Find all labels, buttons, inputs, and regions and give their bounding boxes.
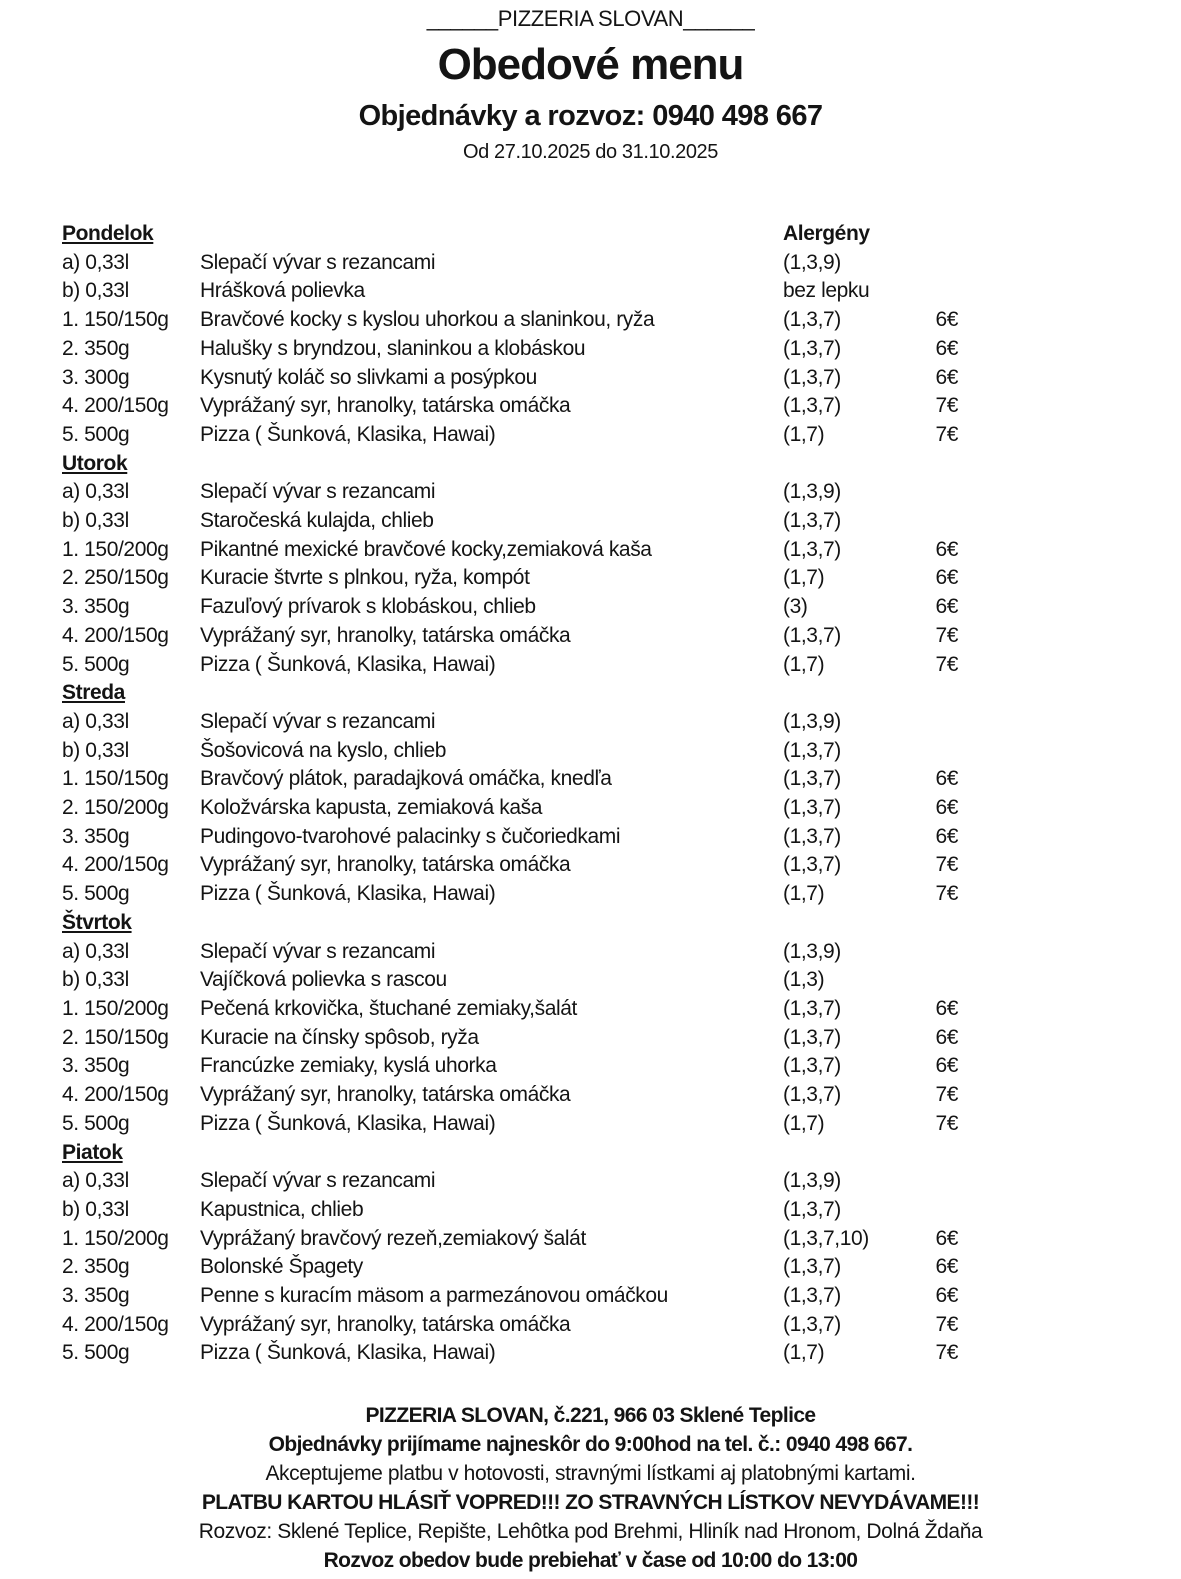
menu-item-row	[62, 1225, 1181, 1254]
menu-item-row	[62, 277, 1181, 306]
item-quantity: 4. 200/150g	[62, 623, 169, 647]
item-dish: Vyprážaný syr, hranolky, tatárska omáčka	[200, 1083, 571, 1107]
item-allergens: (1,3,7)	[783, 1197, 841, 1221]
footer-line: Akceptujeme platbu v hotovosti, stravnými lístkami aj platobnými kartami.	[265, 1462, 916, 1486]
item-price: 6€	[935, 767, 958, 791]
item-quantity: b) 0,33l	[62, 968, 129, 992]
item-quantity: a) 0,33l	[62, 1169, 129, 1193]
item-quantity: a) 0,33l	[62, 480, 129, 504]
item-price: 6€	[935, 1025, 958, 1049]
item-quantity: 3. 350g	[62, 1054, 130, 1078]
footer-line: Rozvoz: Sklené Teplice, Repište, Lehôtka pod Brehmi, Hliník nad Hronom, Dolná Ždaňa	[198, 1520, 983, 1544]
menu-item-row	[62, 536, 1181, 565]
day-header-row	[62, 450, 1181, 479]
item-price: 6€	[935, 1255, 958, 1279]
item-price	[903, 249, 958, 278]
item-price: 7€	[935, 853, 958, 877]
item-quantity: 3. 300g	[62, 365, 130, 389]
item-quantity: 3. 350g	[62, 1284, 130, 1308]
item-price: 7€	[935, 394, 958, 418]
item-dish: Vyprážaný bravčový rezeň,zemiakový šalát	[200, 1226, 586, 1250]
item-allergens: (1,3,7)	[783, 365, 841, 389]
item-price: 6€	[935, 1284, 958, 1308]
item-dish: Kuracie na čínsky spôsob, ryža	[200, 1025, 479, 1049]
menu-item-row	[62, 622, 1181, 651]
restaurant-name-line: ______PIZZERIA SLOVAN______	[426, 6, 755, 31]
item-allergens: (1,3,7)	[783, 336, 841, 360]
item-dish: Bolonské Špagety	[200, 1255, 363, 1279]
menu-item-row	[62, 507, 1181, 536]
item-allergens: (1,3,7)	[783, 1054, 841, 1078]
item-allergens: (1,3,7)	[783, 853, 841, 877]
item-dish: Pizza ( Šunková, Klasika, Hawai)	[200, 652, 496, 676]
orders-phone-line: Objednávky a rozvoz: 0940 498 667	[358, 100, 823, 132]
item-price: 6€	[935, 566, 958, 590]
item-quantity: b) 0,33l	[62, 1197, 129, 1221]
item-dish: Vyprážaný syr, hranolky, tatárska omáčka	[200, 1312, 571, 1336]
day-section	[62, 450, 1181, 680]
item-price: 6€	[935, 595, 958, 619]
item-price	[903, 478, 958, 507]
item-dish: Pikantné mexické bravčové kocky,zemiaková kaša	[200, 537, 652, 561]
item-allergens: (1,3,7)	[783, 996, 841, 1020]
page-title: Obedové menu	[437, 40, 744, 89]
item-price	[903, 1167, 958, 1196]
item-quantity: 2. 350g	[62, 1255, 130, 1279]
document-header	[0, 0, 1181, 164]
item-allergens: (1,3,7)	[783, 509, 841, 533]
menu-item-row	[62, 1339, 1181, 1368]
date-range: Od 27.10.2025 do 31.10.2025	[463, 141, 718, 163]
item-allergens: (1,3,9)	[783, 939, 841, 963]
item-quantity: 1. 150/150g	[62, 767, 169, 791]
menu-item-row	[62, 851, 1181, 880]
item-dish: Vyprážaný syr, hranolky, tatárska omáčka	[200, 394, 571, 418]
menu-item-row	[62, 708, 1181, 737]
item-dish: Pizza ( Šunková, Klasika, Hawai)	[200, 422, 496, 446]
item-dish: Slepačí vývar s rezancami	[200, 250, 436, 274]
item-price: 7€	[935, 1341, 958, 1365]
item-quantity: 2. 350g	[62, 336, 130, 360]
item-quantity: b) 0,33l	[62, 509, 129, 533]
item-dish: Pizza ( Šunková, Klasika, Hawai)	[200, 1341, 496, 1365]
day-section	[62, 679, 1181, 909]
day-section	[62, 909, 1181, 1139]
item-dish: Kysnutý koláč so slivkami a posýpkou	[200, 365, 537, 389]
menu-item-row	[62, 1253, 1181, 1282]
item-dish: Penne s kuracím mäsom a parmezánovou omáčkou	[200, 1284, 668, 1308]
item-allergens: (3)	[783, 595, 808, 619]
item-allergens: (1,3,7)	[783, 537, 841, 561]
item-price	[903, 277, 958, 306]
item-quantity: 2. 150/150g	[62, 1025, 169, 1049]
menu-item-row	[62, 1052, 1181, 1081]
item-quantity: 1. 150/200g	[62, 996, 169, 1020]
menu-item-row	[62, 995, 1181, 1024]
item-allergens: (1,3,7)	[783, 1284, 841, 1308]
item-quantity: 5. 500g	[62, 1111, 130, 1135]
item-allergens: (1,3,7)	[783, 623, 841, 647]
item-dish: Kapustnica, chlieb	[200, 1197, 364, 1221]
menu-item-row	[62, 564, 1181, 593]
item-allergens: (1,3,7)	[783, 1083, 841, 1107]
menu-item-row	[62, 823, 1181, 852]
day-name: Štvrtok	[62, 910, 132, 934]
item-price: 6€	[935, 1226, 958, 1250]
menu-item-row	[62, 1024, 1181, 1053]
item-price	[903, 966, 958, 995]
item-dish: Staročeská kulajda, chlieb	[200, 509, 434, 533]
menu-item-row	[62, 880, 1181, 909]
item-quantity: 4. 200/150g	[62, 1083, 169, 1107]
item-dish: Halušky s bryndzou, slaninkou a klobáskou	[200, 336, 586, 360]
item-quantity: 4. 200/150g	[62, 853, 169, 877]
item-price: 7€	[935, 422, 958, 446]
footer-line: PLATBU KARTOU HLÁSIŤ VOPRED!!! ZO STRAVNÝCH LÍSTKOV NEVYDÁVAME!!!	[201, 1491, 980, 1515]
item-allergens: (1,3,7)	[783, 767, 841, 791]
item-quantity: 2. 150/200g	[62, 796, 169, 820]
document-footer	[0, 1401, 1181, 1575]
item-quantity: a) 0,33l	[62, 250, 129, 274]
item-dish: Vyprážaný syr, hranolky, tatárska omáčka	[200, 623, 571, 647]
item-price	[903, 507, 958, 536]
item-dish: Fazuľový prívarok s klobáskou, chlieb	[200, 595, 536, 619]
item-quantity: 5. 500g	[62, 422, 130, 446]
item-allergens: (1,7)	[783, 1111, 825, 1135]
day-header-row	[62, 909, 1181, 938]
menu-item-row	[62, 1196, 1181, 1225]
day-name: Utorok	[62, 451, 128, 475]
menu-item-row	[62, 938, 1181, 967]
menu-item-row	[62, 593, 1181, 622]
item-allergens: (1,3,9)	[783, 1169, 841, 1193]
item-dish: Slepačí vývar s rezancami	[200, 1169, 436, 1193]
day-header-row	[62, 679, 1181, 708]
menu-item-row	[62, 651, 1181, 680]
item-price: 7€	[935, 1083, 958, 1107]
footer-line: Objednávky prijímame najneskôr do 9:00hod na tel. č.: 0940 498 667.	[268, 1433, 913, 1457]
menu-item-row	[62, 737, 1181, 766]
menu-item-row	[62, 364, 1181, 393]
item-quantity: 1. 150/200g	[62, 537, 169, 561]
item-dish: Vajíčková polievka s rascou	[200, 968, 447, 992]
item-dish: Kuracie štvrte s plnkou, ryža, kompót	[200, 566, 530, 590]
item-allergens: (1,3,7)	[783, 308, 841, 332]
item-price: 7€	[935, 652, 958, 676]
item-dish: Šošovicová na kyslo, chlieb	[200, 738, 446, 762]
item-dish: Bravčové kocky s kyslou uhorkou a slaninkou, ryža	[200, 308, 655, 332]
day-section	[62, 1139, 1181, 1369]
footer-line: Rozvoz obedov bude prebiehať v čase od 10:00 do 13:00	[323, 1549, 858, 1573]
item-quantity: 2. 250/150g	[62, 566, 169, 590]
item-quantity: 5. 500g	[62, 1341, 130, 1365]
item-price: 6€	[935, 1054, 958, 1078]
item-dish: Pizza ( Šunková, Klasika, Hawai)	[200, 1111, 496, 1135]
item-price: 7€	[935, 882, 958, 906]
item-quantity: 4. 200/150g	[62, 1312, 169, 1336]
item-dish: Francúzke zemiaky, kyslá uhorka	[200, 1054, 497, 1078]
item-price	[903, 938, 958, 967]
item-allergens: (1,3,7)	[783, 824, 841, 848]
item-allergens: (1,7)	[783, 652, 825, 676]
menu-table	[0, 220, 1181, 1368]
menu-item-row	[62, 392, 1181, 421]
item-dish: Koložvárska kapusta, zemiaková kaša	[200, 796, 543, 820]
item-allergens: (1,7)	[783, 882, 825, 906]
item-price: 6€	[935, 824, 958, 848]
item-price: 7€	[935, 1111, 958, 1135]
item-allergens: (1,3,7,10)	[783, 1226, 869, 1250]
menu-item-row	[62, 1081, 1181, 1110]
item-allergens: (1,7)	[783, 566, 825, 590]
menu-item-row	[62, 794, 1181, 823]
item-quantity: 5. 500g	[62, 882, 130, 906]
menu-item-row	[62, 765, 1181, 794]
item-quantity: 1. 150/200g	[62, 1226, 169, 1250]
item-allergens: (1,3,7)	[783, 1255, 841, 1279]
item-allergens: (1,3,7)	[783, 1312, 841, 1336]
item-allergens: bez lepku	[783, 279, 870, 303]
item-allergens: (1,7)	[783, 1341, 825, 1365]
item-allergens: (1,3,7)	[783, 738, 841, 762]
item-price: 6€	[935, 336, 958, 360]
menu-item-row	[62, 1167, 1181, 1196]
item-allergens: (1,7)	[783, 422, 825, 446]
item-price: 7€	[935, 1312, 958, 1336]
menu-item-row	[62, 306, 1181, 335]
item-allergens: (1,3)	[783, 968, 825, 992]
day-name: Pondelok	[62, 222, 154, 245]
menu-item-row	[62, 478, 1181, 507]
item-allergens: (1,3,7)	[783, 1025, 841, 1049]
day-name: Streda	[62, 681, 125, 705]
menu-item-row	[62, 249, 1181, 278]
item-allergens: (1,3,7)	[783, 796, 841, 820]
item-dish: Pečená krkovička, štuchané zemiaky,šalát	[200, 996, 577, 1020]
item-allergens: (1,3,9)	[783, 480, 841, 504]
item-dish: Pizza ( Šunková, Klasika, Hawai)	[200, 882, 496, 906]
item-quantity: b) 0,33l	[62, 738, 129, 762]
item-dish: Pudingovo-tvarohové palacinky s čučoriedkami	[200, 824, 621, 848]
item-allergens: (1,3,9)	[783, 709, 841, 733]
day-name: Piatok	[62, 1140, 123, 1164]
day-header-row	[62, 220, 1181, 249]
menu-item-row	[62, 335, 1181, 364]
menu-item-row	[62, 421, 1181, 450]
menu-item-row	[62, 966, 1181, 995]
item-quantity: 4. 200/150g	[62, 394, 169, 418]
item-quantity: 5. 500g	[62, 652, 130, 676]
item-dish: Hrášková polievka	[200, 279, 365, 303]
item-price	[903, 737, 958, 766]
item-quantity: 3. 350g	[62, 595, 130, 619]
day-section	[62, 220, 1181, 450]
menu-item-row	[62, 1311, 1181, 1340]
item-allergens: (1,3,7)	[783, 394, 841, 418]
item-dish: Bravčový plátok, paradajková omáčka, knedľa	[200, 767, 612, 791]
item-dish: Slepačí vývar s rezancami	[200, 939, 436, 963]
item-quantity: a) 0,33l	[62, 709, 129, 733]
item-quantity: a) 0,33l	[62, 939, 129, 963]
menu-item-row	[62, 1282, 1181, 1311]
allergens-column-header: Alergény	[783, 222, 870, 245]
item-price: 7€	[935, 623, 958, 647]
item-allergens: (1,3,9)	[783, 250, 841, 274]
item-price: 6€	[935, 537, 958, 561]
item-price: 6€	[935, 796, 958, 820]
item-price: 6€	[935, 365, 958, 389]
item-quantity: 1. 150/150g	[62, 308, 169, 332]
menu-item-row	[62, 1110, 1181, 1139]
item-dish: Slepačí vývar s rezancami	[200, 709, 436, 733]
item-price: 6€	[935, 996, 958, 1020]
item-price	[903, 708, 958, 737]
item-price	[903, 1196, 958, 1225]
footer-line: PIZZERIA SLOVAN, č.221, 966 03 Sklené Teplice	[365, 1404, 816, 1428]
day-header-row	[62, 1139, 1181, 1168]
item-dish: Slepačí vývar s rezancami	[200, 480, 436, 504]
item-quantity: b) 0,33l	[62, 279, 129, 303]
item-dish: Vyprážaný syr, hranolky, tatárska omáčka	[200, 853, 571, 877]
item-price: 6€	[935, 308, 958, 332]
item-quantity: 3. 350g	[62, 824, 130, 848]
